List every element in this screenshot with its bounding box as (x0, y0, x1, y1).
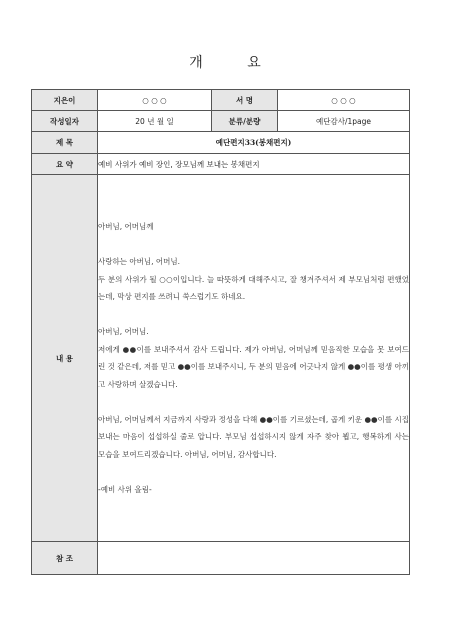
author-value: ○ ○ ○ (98, 90, 212, 111)
letter-paragraph-closing: 아버님, 어머님께서 지금까지 사랑과 정성을 다해 ●●이를 기르셨는데, 곱게 키운 ●●이를 시집 보내는 마음이 섭섭하실 줄로 압니다. 부모님 섭섭하시지 않게 자주 찾아 뵙고, 행복하게 사는 모습을 보여드리겠습니다. 아버님, 어머님, 감사합니다. (98, 414, 409, 459)
summary-value: 예비 사위가 예비 장인, 장모님께 보내는 봉채편지 (98, 154, 410, 175)
content-label: 내 용 (32, 175, 98, 542)
book-title-value: ○ ○ ○ (278, 90, 410, 111)
book-title-label: 서 명 (212, 90, 278, 111)
overview-form-table (31, 89, 410, 575)
subject-row (32, 132, 410, 154)
reference-row (32, 542, 410, 575)
author-row (32, 90, 410, 111)
letter-greeting: 사랑하는 아버님, 어머님. (98, 257, 180, 266)
summary-label: 요 약 (32, 154, 98, 175)
letter-signature: -예비 사위 올림- (98, 484, 152, 494)
date-value: 20 년 월 일 (98, 111, 212, 132)
summary-row (32, 154, 410, 175)
page-title: 개 요 (189, 55, 281, 71)
letter-salutation: 아버님, 어머님께 (98, 222, 154, 231)
letter-address: 아버님, 어머님. (98, 327, 149, 336)
letter-paragraph-thanks: 저에게 ●●이를 보내주셔서 감사 드립니다. 제가 아버님, 어머님께 믿음직한 모습을 못 보여드린 것 같은데, 저를 믿고 ●●이를 보내주시니, 두 분의 믿음에 어긋나지 않게 ●●이를 평생 아끼고 사랑하며 살겠습니다. (98, 344, 409, 389)
content-row (32, 175, 410, 542)
date-row (32, 111, 410, 132)
letter-paragraph-intro: 두 분의 사위가 될 ○○이입니다. 늘 따뜻하게 대해주시고, 잘 챙겨주셔서 제 부모님처럼 편했었는데, 막상 편지를 쓰려니 쑥스럽기도 하네요. (98, 274, 409, 301)
author-label: 지은이 (32, 90, 98, 111)
date-label: 작성일자 (32, 111, 98, 132)
content-body (98, 175, 410, 542)
category-value: 예단감사/1page (278, 111, 410, 132)
subject-value: 예단편지33(봉채편지) (98, 132, 410, 154)
subject-label: 제 목 (32, 132, 98, 154)
reference-value (98, 542, 410, 575)
category-label: 분류/분량 (212, 111, 278, 132)
reference-label: 참 조 (32, 542, 98, 575)
